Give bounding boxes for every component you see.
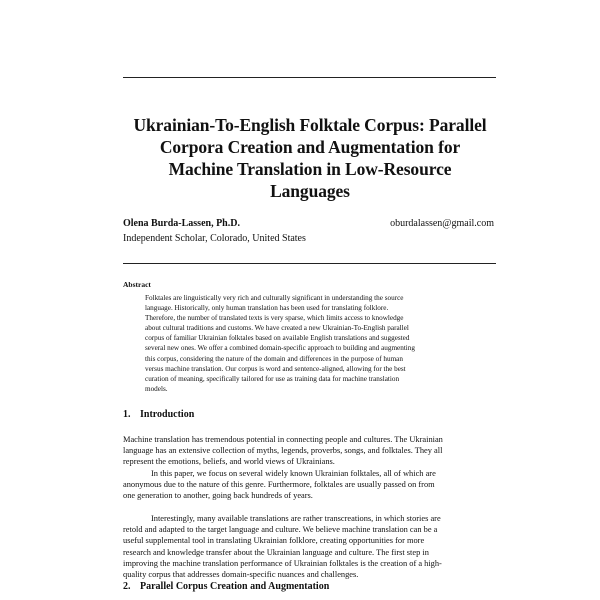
- section-heading-parallel-corpus: [123, 581, 329, 592]
- author-email: oburdalassen@gmail.com: [390, 218, 494, 229]
- abstract-line: models.: [145, 384, 168, 393]
- text-line: research and knowledge transfer about the Ukrainian language and culture. The first step in: [123, 547, 429, 557]
- abstract-line: language. Historically, only human translation has been used for translating folklore.: [145, 304, 389, 313]
- top-divider: [123, 77, 496, 78]
- abstract-line: several new ones. We offer a combined domain-specific approach to building and augmenting: [145, 344, 415, 353]
- abstract-heading: Abstract: [123, 280, 151, 289]
- abstract-body: [145, 293, 474, 394]
- text-line: anonymous due to the nature of this genre. Furthermore, folktales are usually passed on from: [123, 480, 435, 490]
- abstract-line: Folktales are linguistically very rich and culturally significant in understanding the source: [145, 294, 404, 302]
- abstract-line: corpus of familiar Ukrainian folktales based on available English translations and suggested: [145, 334, 410, 343]
- title-line: Machine Translation in Low-Resource: [168, 159, 452, 179]
- paragraph: [123, 468, 496, 502]
- text-line: Machine translation has tremendous potential in connecting people and cultures. The Ukrainian: [123, 435, 443, 444]
- title-line: Corpora Creation and Augmentation for: [159, 137, 461, 157]
- title-line: Languages: [270, 181, 350, 201]
- text-line: improving the machine translation performance of Ukrainian folktales is the creation of a high-: [123, 558, 442, 568]
- text-line: quality corpus that addresses domain-specific nuances and challenges.: [123, 570, 359, 580]
- text-line: language has an extensive collection of myths, legends, proverbs, songs, and folktales. They all: [123, 446, 443, 456]
- abstract-line: this corpus, considering the nature of the domain and differences in the purpose of human: [145, 354, 403, 363]
- author-affiliation: Independent Scholar, Colorado, United States: [123, 233, 306, 244]
- section-number: 1.: [123, 409, 131, 420]
- abstract-line: about cultural traditions and customs. We have created a new Ukrainian-To-English parallel: [145, 324, 409, 333]
- section-title: Introduction: [140, 409, 195, 420]
- text-line: useful supplemental tool in translating Ukrainian folklore, creating opportunities for more: [123, 536, 425, 546]
- text-line: one generation to another, going back hundreds of years.: [123, 491, 313, 501]
- section-title: Parallel Corpus Creation and Augmentation: [140, 581, 330, 592]
- author-name: Olena Burda-Lassen, Ph.D.: [123, 218, 240, 229]
- text-line: retold and adapted to the target language and culture. We believe machine translation can be a: [123, 525, 438, 535]
- paragraph: [123, 434, 496, 468]
- abstract-line: Therefore, the number of translated texts is very sparse, which limits access to knowledge: [145, 314, 404, 323]
- paper-title: [110, 114, 510, 202]
- abstract-line: versus machine translation. Our corpus is word and sentence-aligned, allowing for the best: [145, 364, 406, 373]
- title-line: Ukrainian-To-English Folktale Corpus: Parallel: [133, 115, 487, 135]
- section-heading-introduction: [123, 409, 194, 420]
- text-line: represent the emotions, beliefs, and world views of Ukrainians.: [123, 457, 335, 467]
- abstract-line: curation of meaning, specifically tailored for use as training data for machine translation: [145, 374, 400, 383]
- paragraph: [123, 513, 496, 580]
- text-line: In this paper, we focus on several widely known Ukrainian folktales, all of which are: [151, 469, 436, 478]
- text-line: Interestingly, many available translations are rather transcreations, in which stories are: [151, 514, 441, 523]
- abstract-divider: [123, 263, 496, 264]
- section-number: 2.: [123, 581, 131, 592]
